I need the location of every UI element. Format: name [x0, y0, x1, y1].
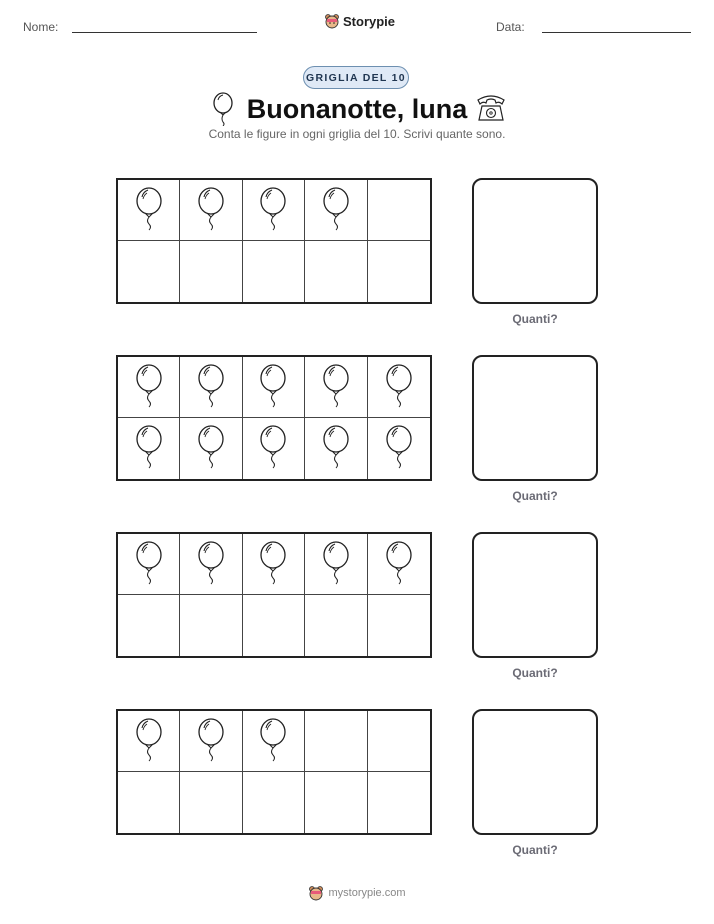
ten-frame-cell [118, 180, 180, 241]
answer-box[interactable] [472, 355, 598, 481]
brand-name: Storypie [343, 13, 396, 29]
telephone-icon [475, 92, 507, 122]
ten-frame-cell [180, 241, 242, 302]
name-line [72, 32, 257, 33]
date-line [542, 32, 691, 33]
ten-frame-cell [180, 772, 242, 833]
balloon-icon [258, 186, 288, 239]
ten-frame-cell [243, 595, 305, 656]
answer-label: Quanti? [512, 312, 558, 326]
title-row [0, 90, 714, 128]
ten-frame-cell [180, 711, 242, 772]
ten-frame-cell [243, 180, 305, 241]
balloon-icon [196, 186, 226, 239]
balloon-icon [321, 186, 351, 239]
ten-frame-cell [118, 357, 180, 418]
date-label: Data: [496, 20, 525, 34]
ten-frame-cell [118, 595, 180, 656]
answer-label: Quanti? [512, 666, 558, 680]
answer-box[interactable] [472, 532, 598, 658]
page-title: Buonanotte, luna [246, 94, 468, 124]
ten-frame-cell [305, 772, 367, 833]
ten-frame-cell [243, 534, 305, 595]
ten-frame-cell [118, 772, 180, 833]
balloon-icon [134, 540, 164, 593]
brand-logo [324, 13, 395, 29]
footer-url: mystorypie.com [328, 887, 406, 899]
ten-frame-cell [118, 711, 180, 772]
answer-box[interactable] [472, 709, 598, 835]
ten-frame-cell [368, 418, 430, 479]
ten-frame-cell [118, 241, 180, 302]
ten-frame-cell [243, 418, 305, 479]
footer [0, 885, 714, 901]
balloon-icon [196, 363, 226, 416]
ten-frame-cell [180, 534, 242, 595]
bear-logo-icon [324, 13, 340, 29]
ten-frame-cell [368, 241, 430, 302]
balloon-icon [321, 424, 351, 477]
answer-label: Quanti? [512, 489, 558, 503]
ten-frame-cell [243, 241, 305, 302]
ten-frame-cell [118, 418, 180, 479]
answer-label: Quanti? [512, 843, 558, 857]
worksheet-type-badge: GRIGLIA DEL 10 [303, 66, 409, 89]
ten-frame-cell [368, 357, 430, 418]
ten-frame-cell [305, 180, 367, 241]
bear-logo-icon [308, 885, 324, 901]
ten-frame-cell [118, 534, 180, 595]
balloon-icon [134, 717, 164, 770]
balloon-icon [258, 540, 288, 593]
ten-frame [116, 709, 432, 835]
worksheet-header [0, 0, 714, 60]
ten-frame [116, 532, 432, 658]
balloon-icon [321, 540, 351, 593]
ten-frame-cell [243, 772, 305, 833]
ten-frame [116, 178, 432, 304]
balloon-icon [134, 186, 164, 239]
ten-frame-cell [368, 711, 430, 772]
answer-box[interactable] [472, 178, 598, 304]
balloon-icon [258, 717, 288, 770]
ten-frame-cell [305, 711, 367, 772]
balloon-icon [384, 540, 414, 593]
balloon-icon [258, 363, 288, 416]
instructions: Conta le figure in ogni griglia del 10. Scrivi quante sono. [208, 127, 506, 141]
ten-frame-cell [180, 180, 242, 241]
balloon-icon [384, 363, 414, 416]
balloon-icon [384, 424, 414, 477]
balloon-icon [196, 424, 226, 477]
name-label: Nome: [23, 20, 59, 34]
balloon-icon [321, 363, 351, 416]
ten-frame-cell [243, 711, 305, 772]
ten-frame-cell [180, 357, 242, 418]
ten-frame-cell [368, 772, 430, 833]
ten-frame-cell [305, 418, 367, 479]
ten-frame-cell [305, 595, 367, 656]
ten-frame-cell [180, 595, 242, 656]
ten-frame-cell [305, 534, 367, 595]
ten-frame-cell [305, 357, 367, 418]
ten-frame-cell [368, 595, 430, 656]
ten-frame-cell [243, 357, 305, 418]
ten-frame-cell [305, 241, 367, 302]
balloon-icon [134, 363, 164, 416]
ten-frame-cell [368, 180, 430, 241]
balloon-icon [196, 540, 226, 593]
ten-frame-cell [368, 534, 430, 595]
balloon-icon [134, 424, 164, 477]
ten-frame [116, 355, 432, 481]
ten-frame-cell [180, 418, 242, 479]
balloon-icon [258, 424, 288, 477]
balloon-icon [196, 717, 226, 770]
